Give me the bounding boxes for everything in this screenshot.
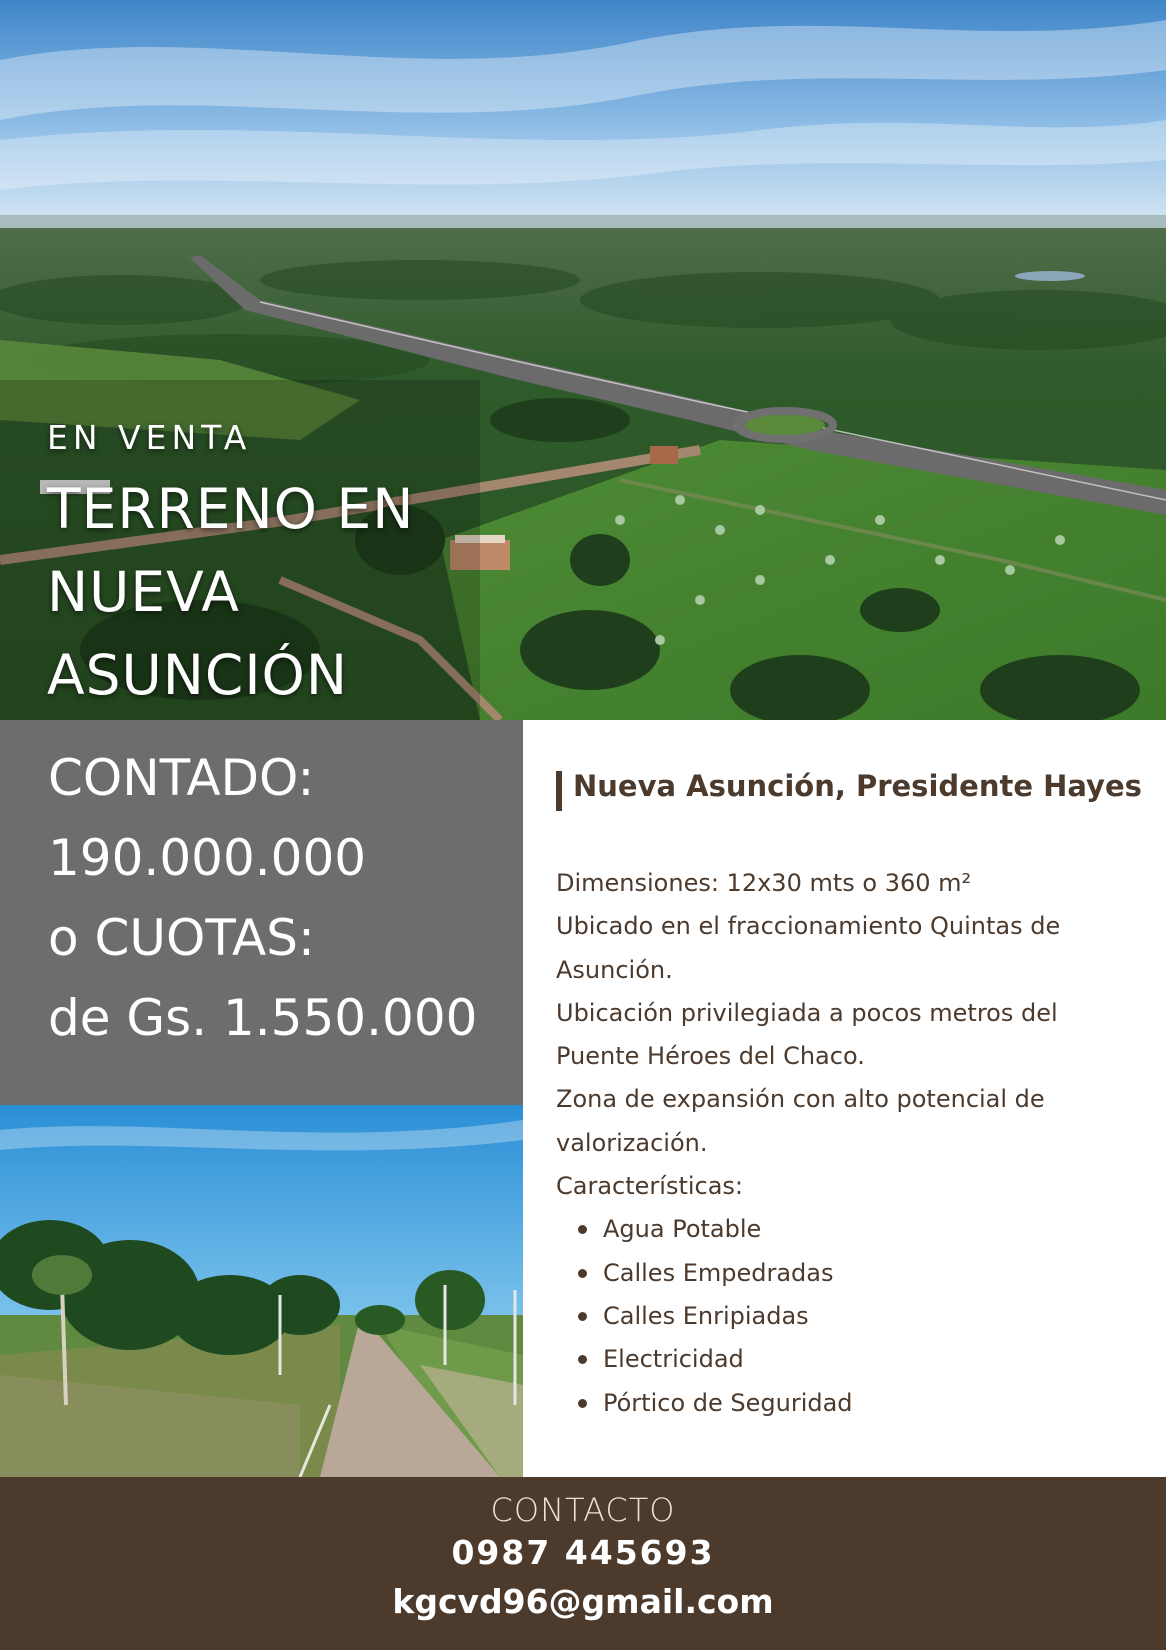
feature-item: Calles Enripiadas — [578, 1295, 1136, 1338]
subdivision-text: Ubicado en el fraccionamiento Quintas de Asunción. — [556, 912, 1061, 984]
cash-amount: 190.000.000 — [48, 829, 367, 887]
contact-label: CONTACTO — [490, 1491, 676, 1529]
location-text: Ubicación privilegiada a pocos metros del Puente Héroes del Chaco. — [556, 998, 1058, 1071]
accent-bar — [556, 771, 562, 811]
cash-label: CONTADO: — [48, 749, 315, 807]
features-list — [556, 1208, 1136, 1424]
property-details — [523, 720, 1166, 1477]
features-heading: Características: — [556, 1172, 744, 1201]
hero-title: TERRENO EN NUEVA ASUNCIÓN — [47, 477, 415, 707]
dimensions-text: Dimensiones: 12x30 mts o 360 m² — [556, 869, 972, 897]
feature-item: Agua Potable — [578, 1208, 1136, 1251]
contact-email[interactable]: kgcvd96@gmail.com — [392, 1582, 774, 1621]
location-heading: Nueva Asunción, Presidente Hayes — [573, 769, 1142, 803]
hero-aerial-photo — [0, 0, 1166, 720]
price-panel — [0, 720, 523, 1105]
contact-footer — [0, 1477, 1166, 1650]
feature-item: Electricidad — [578, 1338, 1136, 1381]
expansion-text: Zona de expansión con alto potencial de valorización. — [556, 1085, 1045, 1157]
feature-item: Pórtico de Seguridad — [578, 1382, 1136, 1425]
description — [556, 862, 1136, 1425]
feature-item: Calles Empedradas — [578, 1252, 1136, 1295]
for-sale-eyebrow: EN VENTA — [47, 418, 252, 457]
street-photo — [0, 1105, 523, 1477]
installments-label: o CUOTAS: — [48, 909, 315, 967]
cobblestone-street-image — [0, 1105, 523, 1477]
installments-amount: de Gs. 1.550.000 — [48, 989, 478, 1047]
contact-phone[interactable]: 0987 445693 — [451, 1533, 715, 1572]
